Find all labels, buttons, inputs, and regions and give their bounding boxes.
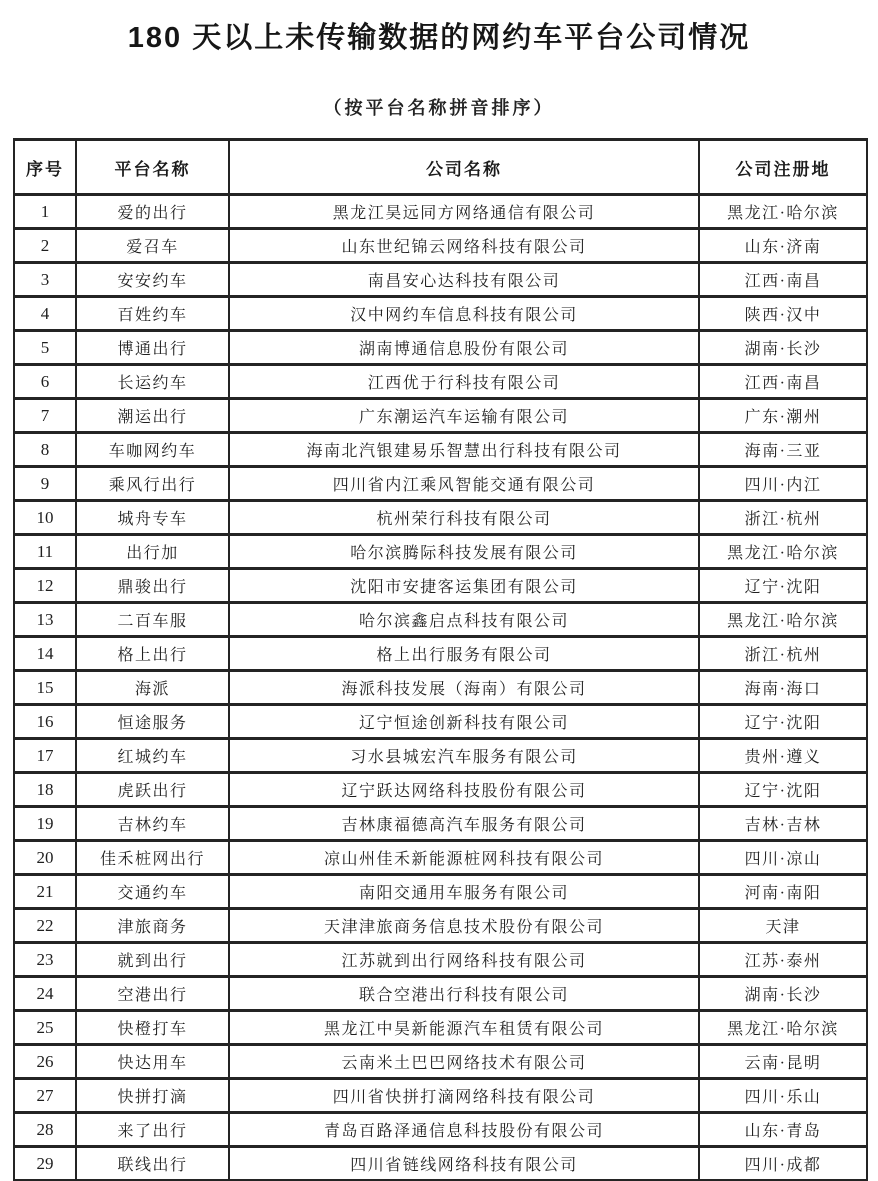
platform-name-cell: 潮运出行 bbox=[76, 399, 229, 433]
serial-number-cell: 16 bbox=[14, 705, 76, 739]
platform-name-cell: 来了出行 bbox=[76, 1113, 229, 1147]
serial-number-cell: 7 bbox=[14, 399, 76, 433]
table-row bbox=[14, 467, 867, 501]
table-row bbox=[14, 1079, 867, 1113]
serial-number-cell: 3 bbox=[14, 263, 76, 297]
company-name-cell: 山东世纪锦云网络科技有限公司 bbox=[229, 229, 699, 263]
platform-name-cell: 二百车服 bbox=[76, 603, 229, 637]
platform-name-cell: 海派 bbox=[76, 671, 229, 705]
company-name-cell: 四川省内江乘风智能交通有限公司 bbox=[229, 467, 699, 501]
company-name-cell: 广东潮运汽车运输有限公司 bbox=[229, 399, 699, 433]
serial-number-cell: 22 bbox=[14, 909, 76, 943]
company-name-cell: 南阳交通用车服务有限公司 bbox=[229, 875, 699, 909]
company-location-cell: 黑龙江·哈尔滨 bbox=[699, 603, 867, 637]
serial-number-cell: 9 bbox=[14, 467, 76, 501]
platform-name-cell: 博通出行 bbox=[76, 331, 229, 365]
serial-number-cell: 2 bbox=[14, 229, 76, 263]
company-location-cell: 四川·凉山 bbox=[699, 841, 867, 875]
table-row bbox=[14, 1011, 867, 1045]
company-location-cell: 河南·南阳 bbox=[699, 875, 867, 909]
company-location-cell: 吉林·吉林 bbox=[699, 807, 867, 841]
company-name-cell: 辽宁跃达网络科技股份有限公司 bbox=[229, 773, 699, 807]
table-row bbox=[14, 297, 867, 331]
serial-number-cell: 25 bbox=[14, 1011, 76, 1045]
table-row bbox=[14, 399, 867, 433]
serial-number-cell: 23 bbox=[14, 943, 76, 977]
company-name-cell: 格上出行服务有限公司 bbox=[229, 637, 699, 671]
company-location-cell: 辽宁·沈阳 bbox=[699, 773, 867, 807]
serial-number-cell: 29 bbox=[14, 1147, 76, 1181]
serial-number-cell: 21 bbox=[14, 875, 76, 909]
platform-name-cell: 津旅商务 bbox=[76, 909, 229, 943]
platform-name-cell: 格上出行 bbox=[76, 637, 229, 671]
table-row bbox=[14, 773, 867, 807]
company-location-cell: 云南·昆明 bbox=[699, 1045, 867, 1079]
platform-name-cell: 恒途服务 bbox=[76, 705, 229, 739]
company-name-cell: 湖南博通信息股份有限公司 bbox=[229, 331, 699, 365]
table-row bbox=[14, 977, 867, 1011]
serial-number-cell: 17 bbox=[14, 739, 76, 773]
platform-name-cell: 虎跃出行 bbox=[76, 773, 229, 807]
serial-number-cell: 24 bbox=[14, 977, 76, 1011]
company-name-cell: 哈尔滨腾际科技发展有限公司 bbox=[229, 535, 699, 569]
company-location-cell: 黑龙江·哈尔滨 bbox=[699, 535, 867, 569]
table-row bbox=[14, 1113, 867, 1147]
table-row bbox=[14, 263, 867, 297]
company-location-cell: 浙江·杭州 bbox=[699, 501, 867, 535]
platform-name-cell: 城舟专车 bbox=[76, 501, 229, 535]
table-row bbox=[14, 331, 867, 365]
page-title: 180 天以上未传输数据的网约车平台公司情况 bbox=[127, 22, 751, 54]
table-row bbox=[14, 229, 867, 263]
platform-name-cell: 就到出行 bbox=[76, 943, 229, 977]
serial-number-cell: 14 bbox=[14, 637, 76, 671]
platform-name-cell: 出行加 bbox=[76, 535, 229, 569]
platform-name-cell: 车咖网约车 bbox=[76, 433, 229, 467]
company-name-cell: 联合空港出行科技有限公司 bbox=[229, 977, 699, 1011]
company-location-cell: 江西·南昌 bbox=[699, 365, 867, 399]
serial-number-cell: 18 bbox=[14, 773, 76, 807]
serial-number-cell: 19 bbox=[14, 807, 76, 841]
table-row bbox=[14, 569, 867, 603]
table-row bbox=[14, 739, 867, 773]
serial-number-cell: 5 bbox=[14, 331, 76, 365]
table-row bbox=[14, 603, 867, 637]
serial-number-cell: 4 bbox=[14, 297, 76, 331]
company-location-cell: 湖南·长沙 bbox=[699, 977, 867, 1011]
platform-name-cell: 红城约车 bbox=[76, 739, 229, 773]
company-name-cell: 凉山州佳禾新能源桩网科技有限公司 bbox=[229, 841, 699, 875]
table-row bbox=[14, 841, 867, 875]
header-company-name: 公司名称 bbox=[229, 140, 699, 195]
company-name-cell: 四川省链线网络科技有限公司 bbox=[229, 1147, 699, 1181]
company-location-cell: 山东·济南 bbox=[699, 229, 867, 263]
table-body bbox=[14, 195, 867, 1181]
company-name-cell: 辽宁恒途创新科技有限公司 bbox=[229, 705, 699, 739]
header-platform-name: 平台名称 bbox=[76, 140, 229, 195]
platform-name-cell: 空港出行 bbox=[76, 977, 229, 1011]
company-name-cell: 云南米土巴巴网络技术有限公司 bbox=[229, 1045, 699, 1079]
platform-name-cell: 安安约车 bbox=[76, 263, 229, 297]
platform-name-cell: 快橙打车 bbox=[76, 1011, 229, 1045]
company-name-cell: 天津津旅商务信息技术股份有限公司 bbox=[229, 909, 699, 943]
company-name-cell: 杭州荣行科技有限公司 bbox=[229, 501, 699, 535]
company-name-cell: 哈尔滨鑫启点科技有限公司 bbox=[229, 603, 699, 637]
table-row bbox=[14, 433, 867, 467]
company-location-cell: 四川·内江 bbox=[699, 467, 867, 501]
company-name-cell: 汉中网约车信息科技有限公司 bbox=[229, 297, 699, 331]
serial-number-cell: 27 bbox=[14, 1079, 76, 1113]
serial-number-cell: 26 bbox=[14, 1045, 76, 1079]
platform-name-cell: 吉林约车 bbox=[76, 807, 229, 841]
table-row bbox=[14, 501, 867, 535]
company-location-cell: 陕西·汉中 bbox=[699, 297, 867, 331]
platform-name-cell: 快达用车 bbox=[76, 1045, 229, 1079]
company-location-cell: 广东·潮州 bbox=[699, 399, 867, 433]
platform-name-cell: 交通约车 bbox=[76, 875, 229, 909]
company-name-cell: 海南北汽银建易乐智慧出行科技有限公司 bbox=[229, 433, 699, 467]
header-serial-number: 序号 bbox=[14, 140, 76, 195]
page-subtitle: （按平台名称拼音排序） bbox=[323, 98, 555, 118]
company-name-cell: 沈阳市安捷客运集团有限公司 bbox=[229, 569, 699, 603]
table-row bbox=[14, 637, 867, 671]
header-company-location: 公司注册地 bbox=[699, 140, 867, 195]
company-location-cell: 山东·青岛 bbox=[699, 1113, 867, 1147]
platform-name-cell: 联线出行 bbox=[76, 1147, 229, 1181]
company-location-cell: 四川·乐山 bbox=[699, 1079, 867, 1113]
company-location-cell: 天津 bbox=[699, 909, 867, 943]
company-name-cell: 黑龙江昊远同方网络通信有限公司 bbox=[229, 195, 699, 229]
serial-number-cell: 8 bbox=[14, 433, 76, 467]
platform-name-cell: 乘风行出行 bbox=[76, 467, 229, 501]
platform-name-cell: 快拼打滴 bbox=[76, 1079, 229, 1113]
company-location-cell: 黑龙江·哈尔滨 bbox=[699, 195, 867, 229]
table-row bbox=[14, 1045, 867, 1079]
company-name-cell: 四川省快拼打滴网络科技有限公司 bbox=[229, 1079, 699, 1113]
table-row bbox=[14, 807, 867, 841]
company-name-cell: 江苏就到出行网络科技有限公司 bbox=[229, 943, 699, 977]
company-location-cell: 贵州·遵义 bbox=[699, 739, 867, 773]
company-name-cell: 江西优于行科技有限公司 bbox=[229, 365, 699, 399]
company-name-cell: 吉林康福德高汽车服务有限公司 bbox=[229, 807, 699, 841]
platform-name-cell: 长运约车 bbox=[76, 365, 229, 399]
platform-name-cell: 爱召车 bbox=[76, 229, 229, 263]
company-location-cell: 浙江·杭州 bbox=[699, 637, 867, 671]
serial-number-cell: 20 bbox=[14, 841, 76, 875]
company-name-cell: 海派科技发展（海南）有限公司 bbox=[229, 671, 699, 705]
table-row bbox=[14, 1147, 867, 1181]
serial-number-cell: 28 bbox=[14, 1113, 76, 1147]
company-location-cell: 海南·三亚 bbox=[699, 433, 867, 467]
table-header-row bbox=[14, 140, 867, 195]
table-row bbox=[14, 365, 867, 399]
company-name-cell: 青岛百路泽通信息科技股份有限公司 bbox=[229, 1113, 699, 1147]
table-row bbox=[14, 671, 867, 705]
serial-number-cell: 10 bbox=[14, 501, 76, 535]
company-name-cell: 黑龙江中昊新能源汽车租赁有限公司 bbox=[229, 1011, 699, 1045]
company-name-cell: 南昌安心达科技有限公司 bbox=[229, 263, 699, 297]
company-location-cell: 江苏·泰州 bbox=[699, 943, 867, 977]
table-row bbox=[14, 195, 867, 229]
table-row bbox=[14, 705, 867, 739]
table-row bbox=[14, 909, 867, 943]
platform-name-cell: 佳禾桩网出行 bbox=[76, 841, 229, 875]
company-name-cell: 习水县城宏汽车服务有限公司 bbox=[229, 739, 699, 773]
table-row bbox=[14, 943, 867, 977]
company-location-cell: 湖南·长沙 bbox=[699, 331, 867, 365]
serial-number-cell: 15 bbox=[14, 671, 76, 705]
platform-name-cell: 爱的出行 bbox=[76, 195, 229, 229]
table-row bbox=[14, 875, 867, 909]
serial-number-cell: 6 bbox=[14, 365, 76, 399]
serial-number-cell: 1 bbox=[14, 195, 76, 229]
platform-name-cell: 鼎骏出行 bbox=[76, 569, 229, 603]
serial-number-cell: 11 bbox=[14, 535, 76, 569]
company-location-cell: 辽宁·沈阳 bbox=[699, 705, 867, 739]
company-location-cell: 江西·南昌 bbox=[699, 263, 867, 297]
platform-table bbox=[13, 138, 868, 1181]
company-location-cell: 辽宁·沈阳 bbox=[699, 569, 867, 603]
table-row bbox=[14, 535, 867, 569]
company-location-cell: 黑龙江·哈尔滨 bbox=[699, 1011, 867, 1045]
company-location-cell: 四川·成都 bbox=[699, 1147, 867, 1181]
serial-number-cell: 13 bbox=[14, 603, 76, 637]
company-location-cell: 海南·海口 bbox=[699, 671, 867, 705]
serial-number-cell: 12 bbox=[14, 569, 76, 603]
platform-name-cell: 百姓约车 bbox=[76, 297, 229, 331]
